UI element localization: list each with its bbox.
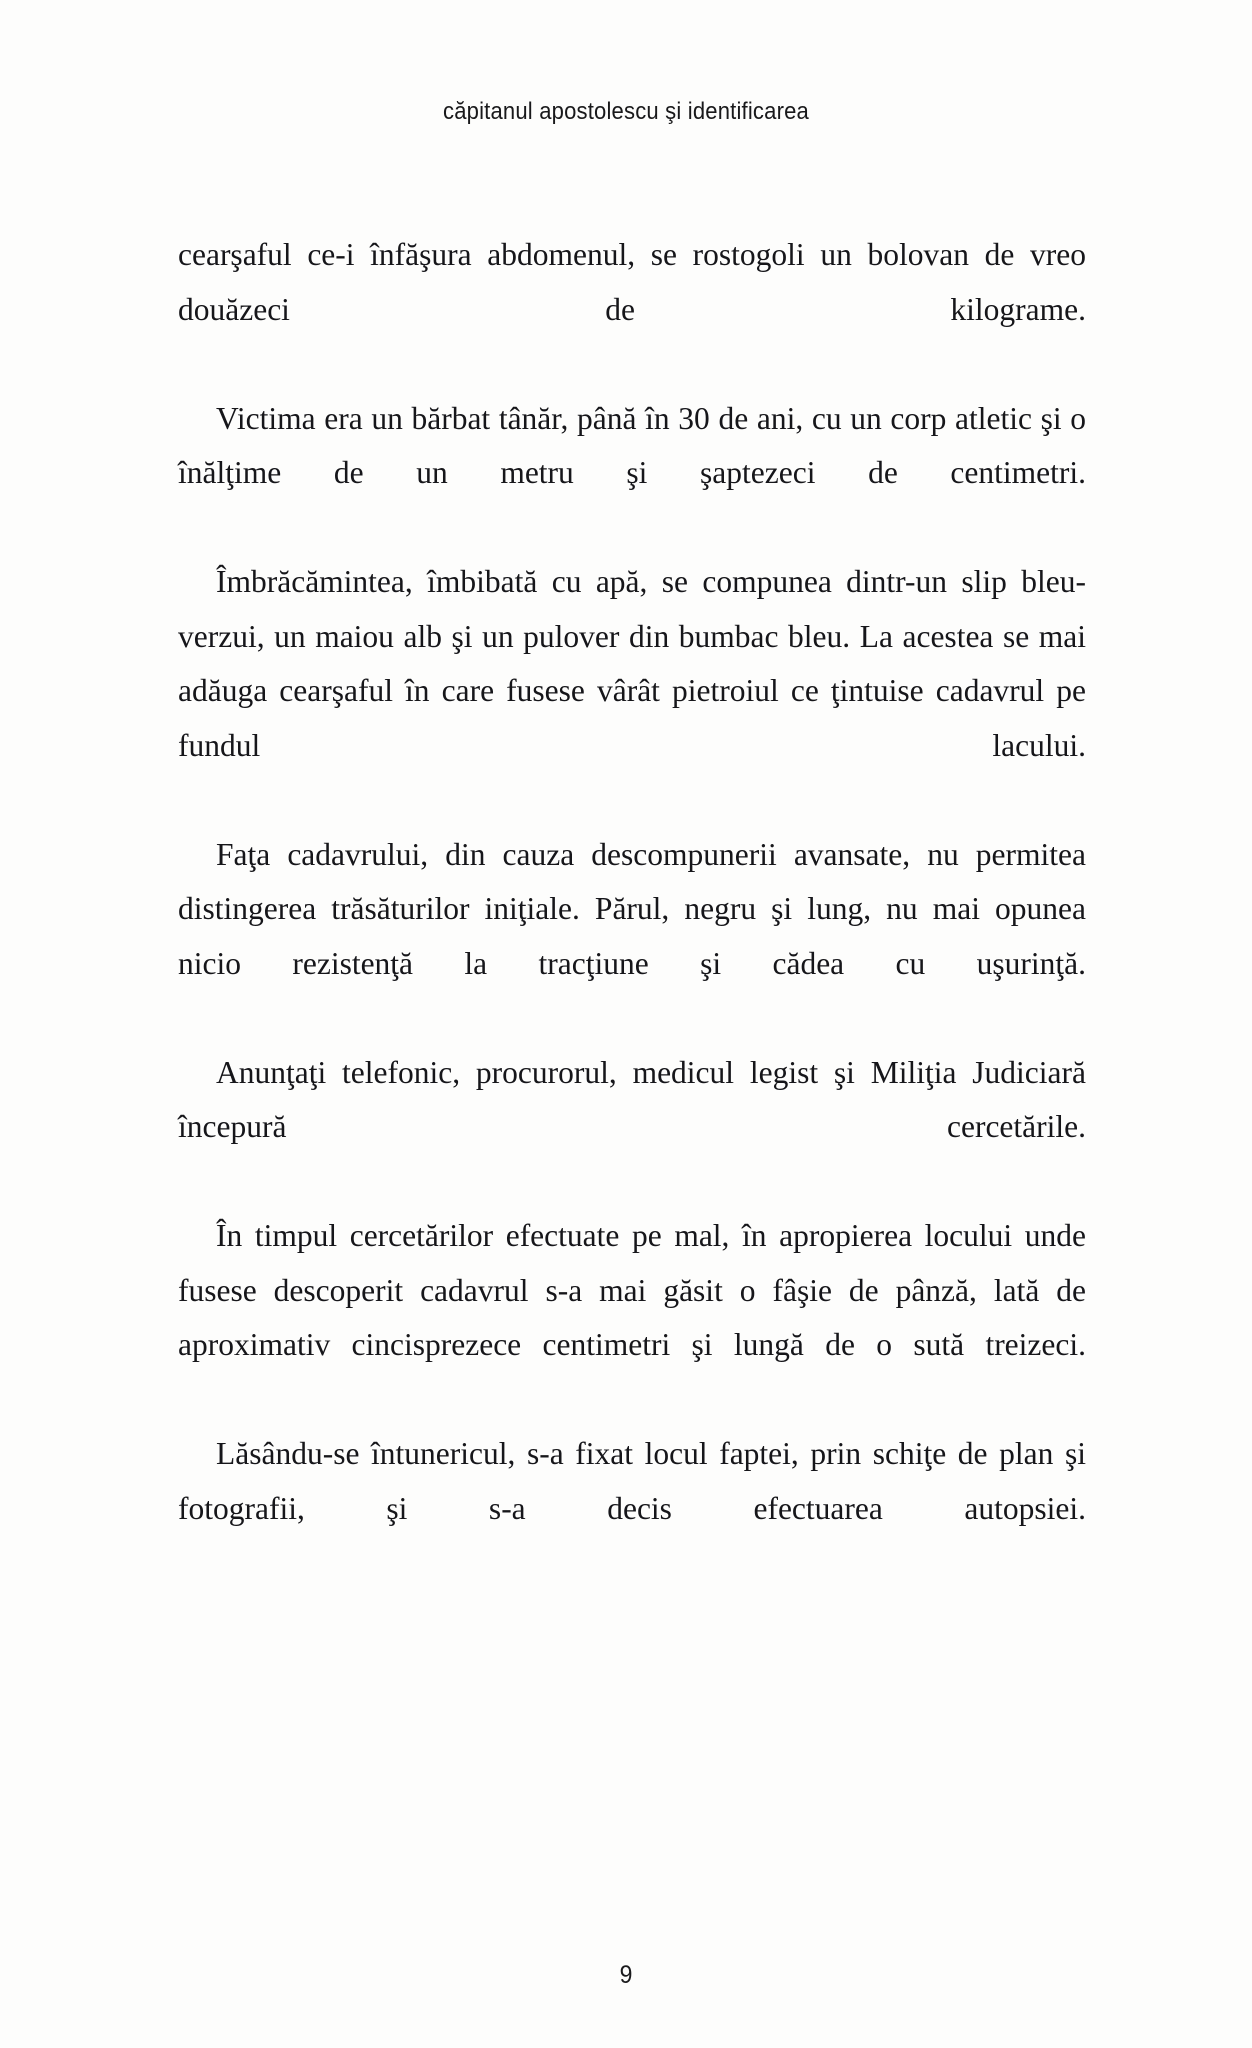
page-number: 9 [619, 1961, 633, 1989]
body-text-block [178, 228, 1086, 1591]
paragraph: cearşaful ce-i înfăşura abdomenul, se rostogoli un bolovan de vreo douăzeci de kilograme. [178, 237, 1086, 327]
paragraph: Victima era un bărbat tânăr, până în 30 de ani, cu un corp atletic şi o înălţime de un metru şi şaptezeci de centimetri. [178, 400, 1086, 490]
paragraph: Faţa cadavrului, din cauza descompunerii avansate, nu permitea distingerea trăsăturilor iniţiale. Părul, negru şi lung, nu mai opunea nicio rezistenţă la tracţiune şi cădea cu uşurinţă. [178, 836, 1086, 981]
running-header: căpitanul apostolescu şi identificarea [443, 98, 809, 125]
paragraph: Îmbrăcămintea, îmbibată cu apă, se compunea dintr-un slip bleu-verzui, un maiou alb şi un pulover din bumbac bleu. La acestea se mai adăuga cearşaful în care fusese vârât pietroiul ce ţintuise cadavrul pe fundul lacului. [178, 564, 1086, 763]
paragraph: Anunţaţi telefonic, procurorul, medicul legist şi Miliţia Judiciară începură cercetările. [178, 1054, 1086, 1144]
paragraph: În timpul cercetărilor efectuate pe mal, în apropierea locului unde fusese descoperit cadavrul s-a mai găsit o fâşie de pânză, lată de aproximativ cincisprezece centimetri şi lungă de o sută treizeci. [178, 1218, 1086, 1362]
paragraph: Lăsându-se întunericul, s-a fixat locul faptei, prin schiţe de plan şi fotografii, şi s-a decis efectuarea autopsiei. [178, 1436, 1086, 1526]
